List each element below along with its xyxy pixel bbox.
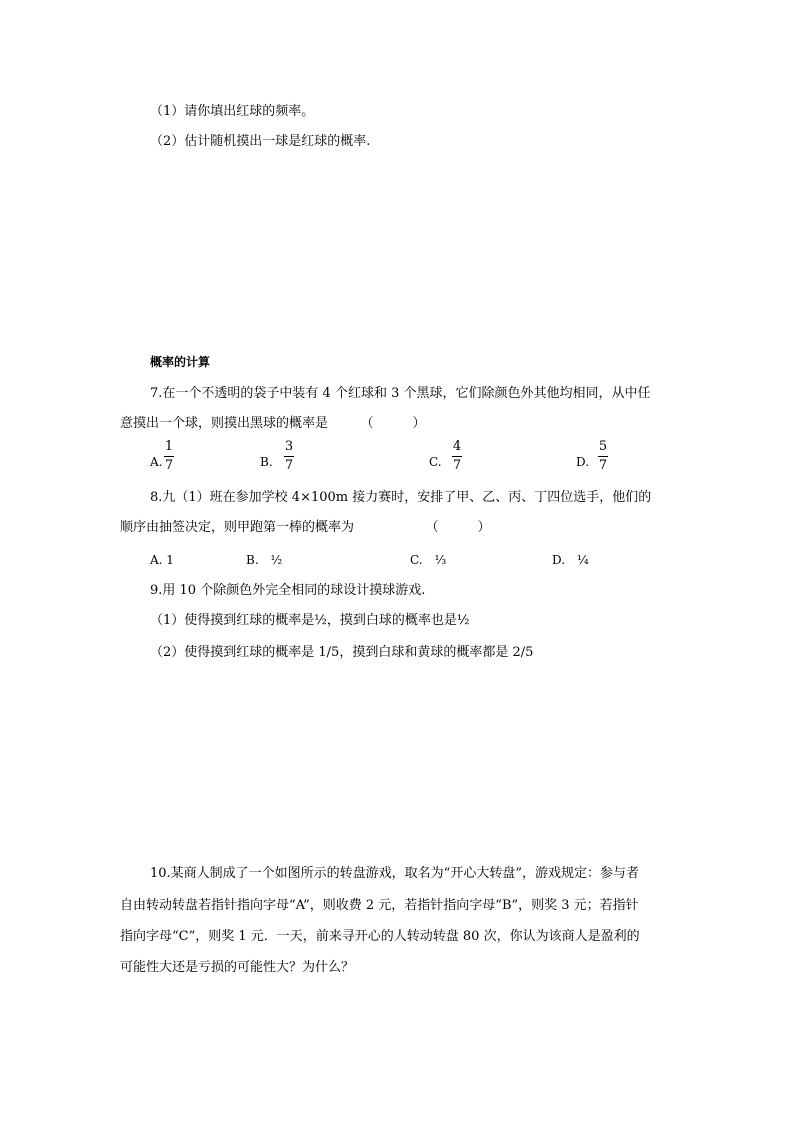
q7-option-b-numerator: 3 (284, 439, 294, 454)
fraction-bar (284, 456, 294, 457)
section-heading: 概率的计算 (150, 355, 211, 369)
q7-option-c-numerator: 4 (452, 439, 462, 454)
q9-sub-1: （1）使得摸到红球的概率是½，摸到白球的概率也是½ (150, 613, 470, 628)
q8-option-c: C. ⅓ (410, 553, 447, 567)
question-part-1: （1）请你填出红球的频率。 (150, 104, 315, 119)
q9-sub-2: （2）使得摸到红球的概率是 1/5，摸到白球和黄球的概率都是 2/5 (150, 645, 534, 660)
q9-line-1: 9.用 10 个除颜色外完全相同的球设计摸球游戏. (150, 583, 426, 598)
q8-option-d: D. ¼ (552, 553, 589, 567)
q7-option-a-label: A. (150, 455, 163, 469)
q7-option-b-label: B. (260, 455, 273, 469)
q10-line-2: 自由转动转盘若指针指向字母“A”，则收费 2 元，若指针指向字母“B”，则奖 3 元；若指针 (120, 898, 639, 913)
q8-option-a: A. 1 (150, 553, 174, 567)
q7-option-a-fraction (164, 440, 174, 473)
q7-option-d-denominator: 7 (598, 458, 608, 473)
q7-option-c-fraction (452, 440, 462, 473)
q7-option-d-label: D. (576, 455, 590, 469)
q7-option-a-numerator: 1 (164, 439, 174, 454)
q10-line-4: 可能性大还是亏损的可能性大？为什么？ (120, 960, 355, 975)
question-part-2: （2）估计随机摸出一球是红球的概率. (150, 134, 371, 149)
q7-line-1: 7.在一个不透明的袋子中装有 4 个红球和 3 个黑球，它们除颜色外其他均相同，从中任 (150, 386, 651, 401)
q8-option-b: B. ½ (246, 553, 283, 567)
q8-line-2: 顺序由抽签决定，则甲跑第一棒的概率为 （ ） (120, 520, 491, 535)
q10-line-3: 指向字母“C”，则奖 1 元．一天，前来寻开心的人转动转盘 80 次，你认为该商人是盈利的 (120, 929, 640, 944)
q8-line-1: 8.九（1）班在参加学校 4×100m 接力赛时，安排了甲、乙、丙、丁四位选手，他们的 (150, 490, 652, 505)
q10-line-1: 10.某商人制成了一个如图所示的转盘游戏，取名为“开心大转盘”，游戏规定：参与者 (150, 866, 639, 881)
fraction-bar (452, 456, 462, 457)
q7-option-b-denominator: 7 (284, 458, 294, 473)
fraction-bar (598, 456, 608, 457)
q7-option-c-label: C. (429, 455, 442, 469)
q7-option-a-denominator: 7 (164, 458, 174, 473)
fraction-bar (164, 456, 174, 457)
q7-option-d-numerator: 5 (598, 439, 608, 454)
q7-option-b-fraction (284, 440, 294, 473)
q7-option-d-fraction (598, 440, 608, 473)
q7-option-c-denominator: 7 (452, 458, 462, 473)
q7-line-2: 意摸出一个球，则摸出黑球的概率是 （ ） (120, 416, 426, 431)
